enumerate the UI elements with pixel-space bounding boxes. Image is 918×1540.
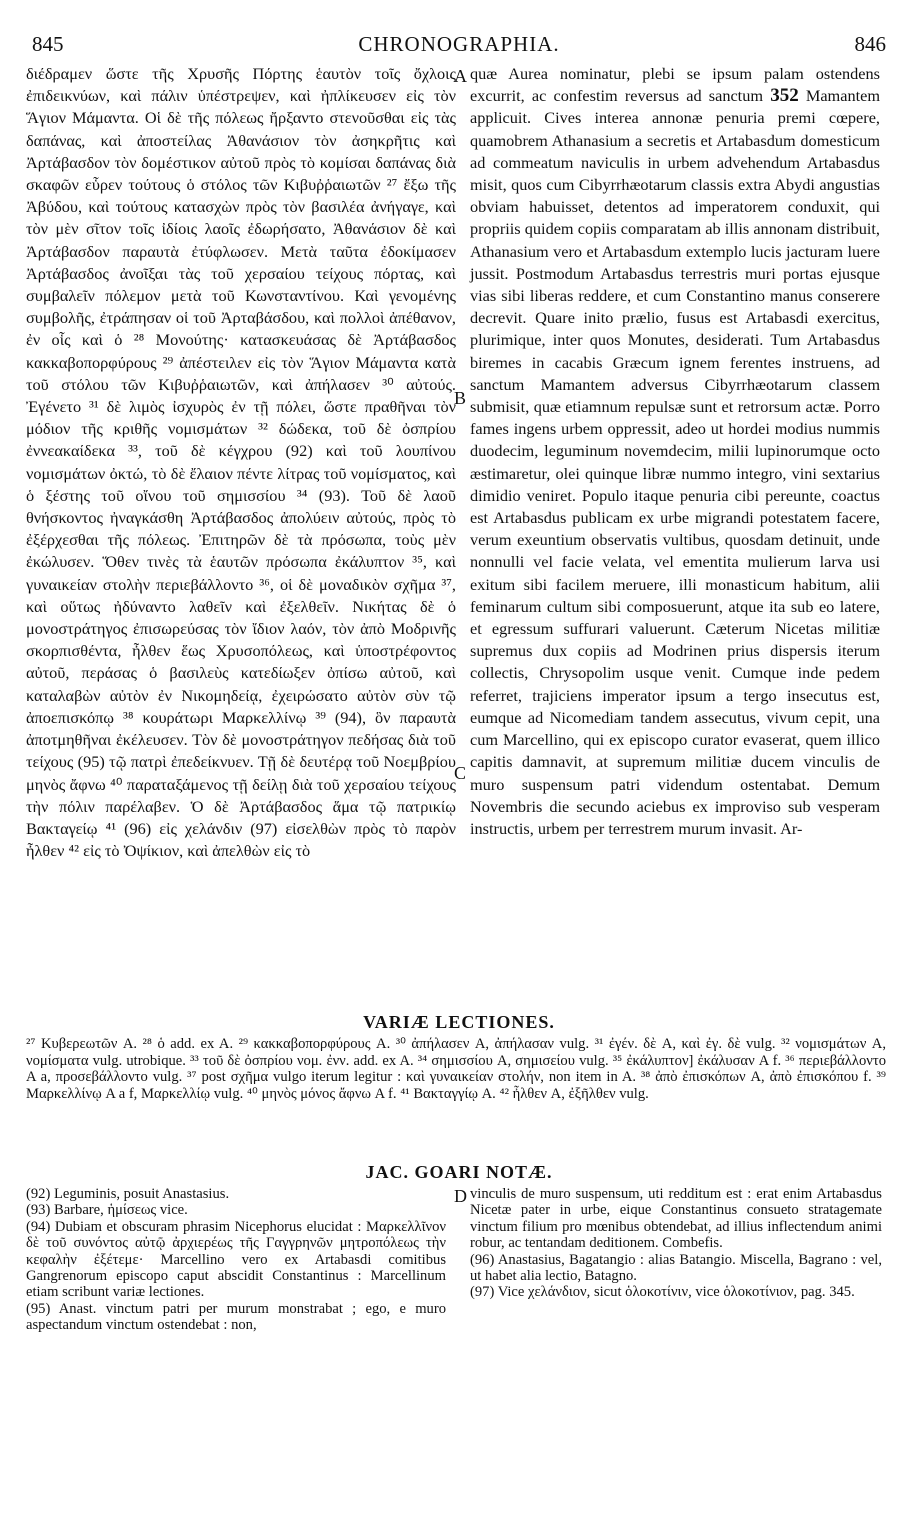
note-95: (95) Anast. vinctum patri per murum monstrabat ; ego, e muro aspectandum vinctum ostendebat : non, — [26, 1300, 446, 1334]
variae-lectiones-heading: VARIÆ LECTIONES. — [363, 1012, 555, 1032]
page-header — [24, 32, 894, 62]
greek-paragraph: διέδραμεν ὥστε τῆς Χρυσῆς Πόρτης ἑαυτὸν τοῖς ὄχλοις ἐπιδεικνύων, καὶ πάλιν ὑπέστρεψεν, καὶ ἠπλίκευσεν εἰς τὸν Ἅγιον Μάμαντα. Οἱ δὲ τῆς πόλεως ἤρξαντο στενοῦσθαι εἰς τὰς δαπάνας, καὶ ἀποστείλας Ἀθανάσιον τὸν ἀσηκρῆτις καὶ Ἀρτάβασδον τὸν δομέστικον αὐτοῦ πρὸς τὸ κομίσαι δαπάνας διὰ σκαφῶν εὗρεν τούτους ὁ στόλος τῶν Κιβυῤῥαιωτῶν ²⁷ ἔξω τῆς Ἀβύδου, καὶ τούτους κατασχὼν πρὸς τὸν βασιλέα ἀνήγαγε, καὶ τὸν μὲν σῖτον τοῖς ἰδίοις λαοῖς ἐδωρήσατο, Ἀθανάσιον δὲ καὶ Ἀρτάβασδον παραυτὰ ἐτύφλωσεν. Μετὰ ταῦτα ἐδοκίμασεν Ἀρτάβασδος ἀνοῖξαι τὰς τοῦ χερσαίου τείχους πόρτας, καὶ συμβαλεῖν πόλεμον μετὰ τοῦ Κωνσταντίνου. Καὶ γενομένης συμβολῆς, ἐτράπησαν οἱ τοῦ Ἀρταβάσδου, καὶ πολλοὶ ἀπέθανον, ἐν οἷς καὶ ὁ ²⁸ Μονούτης· κατασκευάσας δὲ Ἀρτάβασδος κακκαβοπορφύρους ²⁹ ἀπέστειλεν εἰς τὸν Ἅγιον Μάμαντα κατὰ τοῦ στόλου τῶν Κιβυῤῥαιωτῶν, καὶ ἀπήλασεν ³⁰ αὐτούς. Ἐγένετο ³¹ δὲ λιμὸς ἰσχυρὸς ἐν τῇ πόλει, ὥστε πραθῆναι τὸν μόδιον τῆς κριθῆς νομισμάτων ³² δώδεκα, τοῦ δὲ ὀσπρίου ἐννεακαίδεκα ³³, τοῦ δὲ κέγχρου (92) καὶ τοῦ λουπίνου νομισμάτων ὀκτώ, τὸ δὲ ἔλαιον πέντε λίτρας τοῦ νομίσματος, καὶ ὁ ξέστης τοῦ οἴνου τοῦ σημισσίου ³⁴ (93). Τοῦ δὲ λαοῦ θνήσκοντος ἠναγκάσθη Ἀρτάβασδος ἀπολύειν αὐτούς, πρὸς τὸ ἐξέρχεσθαι τῆς πόλεως. Ἐπιτηρῶν δὲ τὰ πρόσωπα, τοὺς μὲν ἐκώλυσεν. Ὅθεν τινὲς τὰ ἑαυτῶν πρόσωπα ἐκάλυπτον ³⁵, καὶ γυναικείαν στολὴν περιεβάλλοντο ³⁶, οἱ δὲ μοναδικὸν σχῆμα ³⁷, καὶ οὕτως ἠδύναντο λαθεῖν καὶ ἐξελθεῖν. Νικήτας δὲ ὁ μονοστράτηγος ἐπισωρεύσας τὸν ἴδιον λαόν, τὸν ἀπὸ Μοδρινῆς σκορπισθέντα, ἦλθεν ἕως Χρυσοπόλεως, καὶ ὑποστρέφοντος αὐτοῦ, περάσας ὁ βασιλεὺς κατεδίωξεν ὀπίσω αὐτοῦ, καὶ καταλαβὼν αὐτὸν ἐν Νικομηδείᾳ, ἐχειρώσατο αὐτὸν σὺν τῷ ἀποεπισκόπῳ ³⁸ κουράτωρι Μαρκελλίνῳ ³⁹ (94), ὃν παραυτὰ ἀποτμηθῆναι ἐκέλευσεν. Τὸν δὲ μονοστράτηγον πεδήσας διὰ τοῦ τείχους (95) τῷ πατρὶ ἐπεδείκνυεν. Τῇ δὲ δευτέρᾳ τοῦ Νοεμβρίου μηνὸς ἄφνω ⁴⁰ παραταξάμενος τῇ δείλῃ διὰ τοῦ χερσαίου τείχους τὴν πόλιν παρέλαβεν. Ὁ δὲ Ἀρτάβασδος ἅμα τῷ πατρικίῳ Βακταγείῳ ⁴¹ (96) εἰς χελάνδιν (97) εἰσελθὼν πρὸς τὸ παρὸν ἦλθεν ⁴² εἰς τὸ Ὀψίκιον, καὶ ἀπελθὼν εἰς τὸ — [26, 64, 456, 861]
margin-letter-d: D — [454, 1186, 467, 1206]
variae-lectiones — [26, 1036, 886, 1102]
latin-text-rest: Mamantem applicuit. Cives interea annonæ penuria premi cœpere, quamobrem Athanasium a secretis et Artabasdum domesticum ad commeatum naviculis in urbem advehendum Artabasdus misit, quos cum Cibyrrhæotarum classis extra Abydi angustias obviam habuisset, detentos ad imperatorem conduxit, qui propriis quidem copiis comparatam ab illis annonam distribuit, Athanasium vero et Artabasdum extemplo lucis jacturam luere jussit. Postmodum Artabasdus terrestris muri portas ejusque vias sibi liberas reddere, et cum Constantino manus conserere decrevit. Quare inito prælio, fusus est Artabasdi exercitus, plurimique, inter quos Monutes, desiderati. Tum Artabasdus biremes in cacabis Græcum ignem ferentes instruens, ad sanctum Mamantem adversus Cibyrrhæotarum classem submisit, quæ etiamnum repulsæ sunt et retrorsum actæ. Porro fames ingens urbem oppressit, adeo ut hordei modius nummis duodecim, leguminum novemdecim, milii lupinorumque octo æstimaretur, olei quinque libræ nummo integro, vini sextarius dimidio veniret. Populo itaque penuria cibi pereunte, coactus est Artabasdus publicam ex urbe migrandi potestatem facere, verum exeuntium observatis vultibus, quosdam detinuit, unde nonnulli vel facie velata, vel ementita mulierum larva usi exitum sibi facilem meruere, illi monasticum habitum, alii feminarum cultum sibi composuerunt, atque ita sub eo latere, et egressum suffurari valuerunt. Cæterum Nicetas militiæ supremus dux copiis ad Modrinen prius dispersis iterum collectis, Chrysopolim usque venit. Cumque inde pedem referret, trajiciens imperator ipsum a tergo insecutus est, eumque ad Nicomediam tandem assecutus, vivum cepit, una cum Marcellino, qui ex episcopo curator evaserat, quem illico capitis damnavit, at supremum militiæ ducem vinculis de muro suspensum patri videndum ostentabat. Demum Novembris die secundo aciebus ex improviso sub vesperam instructis, urbem per terrestrem murum invasit. Ar- — [470, 86, 881, 838]
notes-right-column — [470, 1186, 882, 1301]
note-97: (97) Vice χελάνδιον, sicut ὁλοκοτίνιν, vice ὁλοκοτίνιον, pag. 345. — [470, 1284, 855, 1301]
edition-page-number: 352 — [770, 85, 799, 107]
greek-text-column — [26, 63, 456, 862]
latin-paragraph — [470, 63, 880, 840]
page-number-left: 845 — [32, 32, 64, 56]
latin-text-column — [470, 63, 880, 840]
running-title: CHRONOGRAPHIA. — [358, 32, 560, 56]
note-95-continued: vinculis de muro suspensum, uti redditum est : erat enim Artabasdus Nicetæ pater in urbe, eique Constantinus consueto stratagemate vinctum filium pro mœnibus obtendebat, ad illius inflectendum animi robur, ac tentandam deditionem. Combefis. — [470, 1186, 882, 1252]
margin-letter-a: A — [454, 66, 467, 86]
page-number-right: 846 — [854, 32, 886, 56]
notes-left-column — [26, 1186, 446, 1334]
margin-letter-c: C — [454, 763, 467, 783]
notes-heading: JAC. GOARI NOTÆ. — [365, 1162, 553, 1182]
note-93: (93) Barbare, ἡμίσεως vice. — [26, 1202, 188, 1219]
note-94: (94) Dubiam et obscuram phrasim Nicephorus elucidat : Μαρκελλῖνον δὲ τοῦ συνόντος αὐτῷ ἀρχιερέως τῆς Γαγγρηνῶν μητροπόλεως τὴν κεφαλὴν ἐξέτεμε· Marcellino vero ex Artabasdi comitibus Gangrenorum episcopo caput abscidit Constantinus : Marcellinum etiam scribunt variæ lectiones. — [26, 1218, 446, 1301]
margin-letter-b: B — [454, 388, 467, 408]
note-96: (96) Anastasius, Bagatangio : alias Batangio. Miscella, Bagrano : vel, ut habet alia lectio, Batagno. — [470, 1251, 882, 1285]
note-92: (92) Leguminis, posuit Anastasius. — [26, 1186, 230, 1202]
latin-text-start: quæ Aurea nominatur, plebi se ipsum palam ostendens excurrit, ac confestim reversus ad sanctum — [470, 64, 880, 106]
variae-text: ²⁷ Κυβερεωτῶν A. ²⁸ ὁ add. ex A. ²⁹ κακκαβοπορφύρους A. ³⁰ ἀπήλασεν A, ἀπήλασαν vulg. ³¹ ἐγέν. δὲ A, καὶ ἐγ. δὲ vulg. ³² νομισμάτων A, νομίσματα vulg. utrobique. ³³ τοῦ δὲ ὀσπρίου νομ. ἐνν. add. ex A. ³⁴ σημισσίου A, σημισείου vulg. ³⁵ ἐκάλυπτον] ἐκάλυσαν A f. ³⁶ περιεβάλλοντο A a, προσεβάλλοντο vulg. ³⁷ post σχῆμα vulgo iterum legitur : καὶ γυναικείαν στολήν, non item in A. ³⁸ ἀπὸ ἐπισκόπων A, ἀπὸ ἐπισκόπου f. ³⁹ Μαρκελλίνῳ A a f, Μαρκελλίῳ vulg. ⁴⁰ μηνὸς μόνος ἄφνω A f. ⁴¹ Βακταγγίῳ A. ⁴² ἦλθεν A, ἐξῆλθεν vulg. — [26, 1036, 886, 1102]
